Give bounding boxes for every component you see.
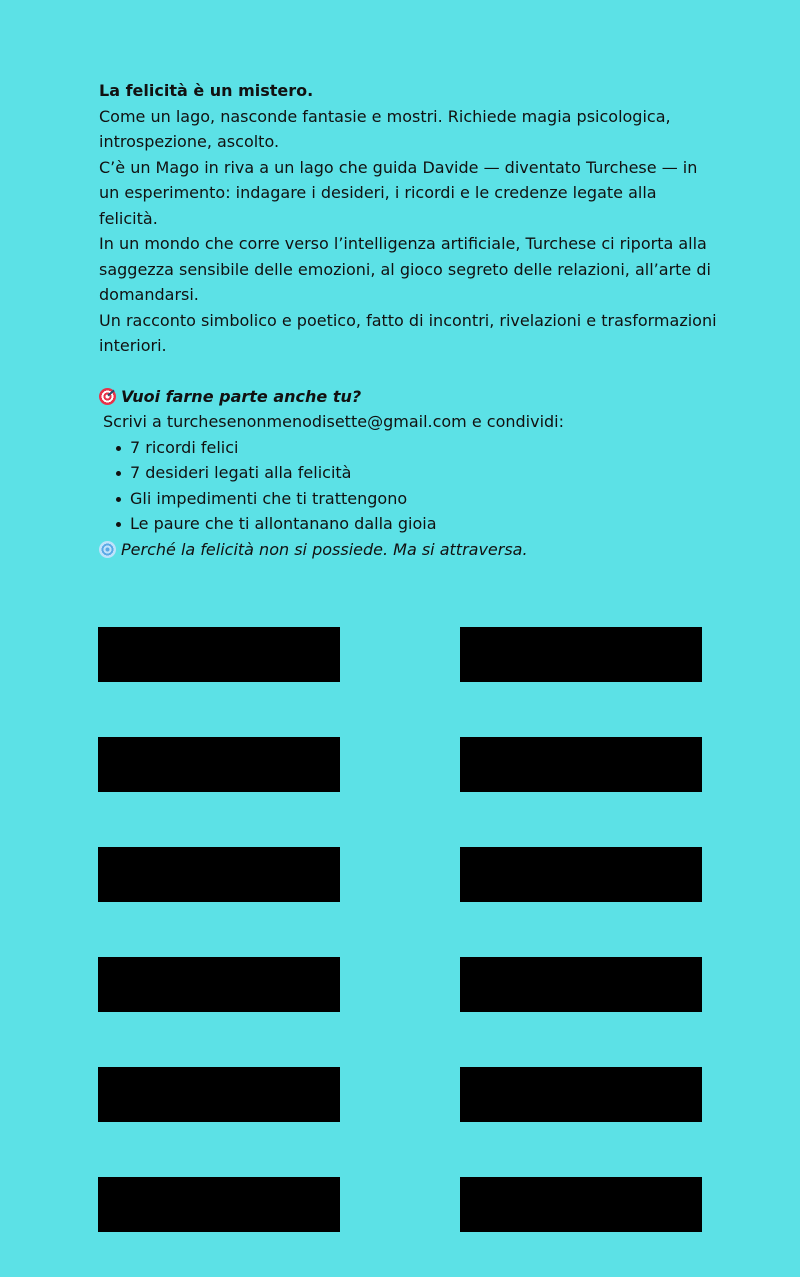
redaction-bar	[98, 627, 340, 682]
list-item: Le paure che ti allontanano dalla gioia	[130, 511, 719, 537]
closing-text: Perché la felicità non si possiede. Ma si attraversa.	[121, 539, 528, 559]
redaction-bar	[460, 627, 702, 682]
intro-paragraph: C’è un Mago in riva a un lago che guida Davide — diventato Turchese — in un esperimento: indagare i desideri, i ricordi e le credenze legate alla felicità.	[99, 157, 698, 228]
list-item: Gli impedimenti che ti trattengono	[130, 486, 719, 512]
closing-line	[99, 537, 719, 563]
list-item: 7 desideri legati alla felicità	[130, 460, 719, 486]
intro-title: La felicità è un mistero.	[99, 81, 314, 100]
list-item: 7 ricordi felici	[130, 435, 719, 461]
redaction-bar	[98, 1177, 340, 1232]
main-text	[99, 78, 719, 562]
spacer	[99, 359, 719, 384]
redaction-bar	[460, 847, 702, 902]
redaction-bar	[460, 957, 702, 1012]
intro-paragraph: Un racconto simbolico e poetico, fatto di incontri, rivelazioni e trasformazioni interiori.	[99, 310, 717, 355]
redaction-bar	[460, 737, 702, 792]
cta-heading: Vuoi farne parte anche tu?	[121, 386, 362, 406]
cta-heading-line	[99, 384, 719, 410]
intro-paragraph: Come un lago, nasconde fantasie e mostri. Richiede magia psicologica, introspezione, ascolto.	[99, 106, 671, 151]
intro-paragraph: In un mondo che corre verso l’intelligenza artificiale, Turchese ci riporta alla saggezza sensibile delle emozioni, al gioco segreto delle relazioni, all’arte di domandarsi.	[99, 234, 711, 304]
redaction-bar	[460, 1177, 702, 1232]
cta-instruction: Scrivi a turchesenonmenodisette@gmail.com e condividi:	[103, 412, 565, 431]
redaction-bar	[98, 847, 340, 902]
cyclone-swirl-icon	[99, 541, 116, 558]
redaction-bar	[98, 1067, 340, 1122]
redaction-bar	[98, 737, 340, 792]
redaction-bar	[98, 957, 340, 1012]
direct-hit-target-icon	[99, 388, 116, 405]
redaction-bar	[460, 1067, 702, 1122]
redaction-grid	[98, 627, 702, 1232]
share-list	[99, 435, 719, 537]
